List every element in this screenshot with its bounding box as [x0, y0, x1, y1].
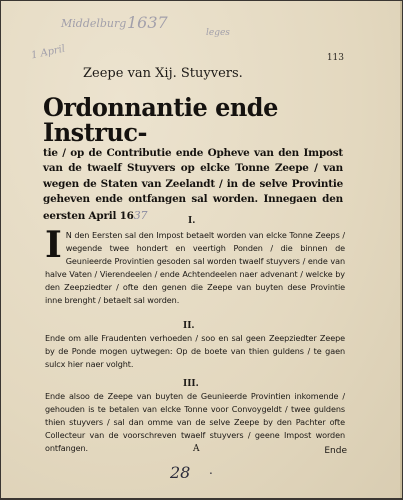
document-title — [43, 91, 343, 224]
title-body-text: tie / op de Contributie ende Opheve van den Impost van de twaelf Stuyvers op elcke Tonne Zeepe / van wegen de Staten van Zeelandt / in de selve Provintie geheven ende ontfangen sal worden. Innegaen den eersten April 16 — [43, 147, 343, 222]
handwritten-note-year: 1637 — [127, 13, 168, 32]
paragraph-1 — [45, 224, 345, 308]
section-number-1: I. — [188, 216, 196, 226]
handwritten-note-place: Middelburg — [61, 17, 127, 30]
paragraph-1-text: N den Eersten sal den Impost betaelt worden van elcke Tonne Zeeps / wegende twee hondert en veertigh Ponden / die binnen de Geunieerde Provintien gesoden sal worden twaelf stuyvers / ende van halve Vaten / Vierendeelen / ende Achtendeelen naer advenant / welcke by den Zeepziedter / ofte den genen die Zeepe van buyten dese Provintie inne brenght / betaelt sal worden. — [45, 230, 345, 306]
pencil-mark: . — [209, 463, 213, 477]
title-main-line: Ordonnantie ende Instruc- — [43, 91, 278, 148]
catchword: Ende — [324, 446, 347, 456]
pencil-folio-number: 28 — [170, 463, 191, 482]
document-page — [1, 1, 402, 498]
title-body — [43, 146, 343, 224]
handwritten-note-leges: leges — [206, 28, 230, 38]
section-number-3: III. — [183, 379, 199, 389]
page-number: 113 — [326, 53, 344, 63]
title-year-handwritten: 37 — [133, 208, 148, 222]
drop-cap: I — [45, 224, 62, 266]
handwritten-note-date: 1 April — [30, 43, 67, 62]
paragraph-3: Ende alsoo de Zeepe van buyten de Geunieerde Provintien inkomende / gehouden is te betalen van elcke Tonne voor Convoygeldt / twee guldens thien stuyvers / sal dan omme van de selve Zeepe by den Pachter ofte Collecteur van de voorschreven twaelf stuyvers / geene Impost worden ontfangen. — [45, 391, 345, 454]
section-number-2: II. — [183, 321, 195, 331]
paragraph-2: Ende om alle Fraudenten verhoeden / soo en sal geen Zeepziedter Zeepe by de Ponde mogen uytwegen: Op de boete van thien guldens / te gaen sulcx hier naer volght. — [45, 333, 345, 370]
document-heading: Zeepe van Xij. Stuyvers. — [83, 66, 243, 81]
signature-mark: A — [193, 444, 200, 454]
